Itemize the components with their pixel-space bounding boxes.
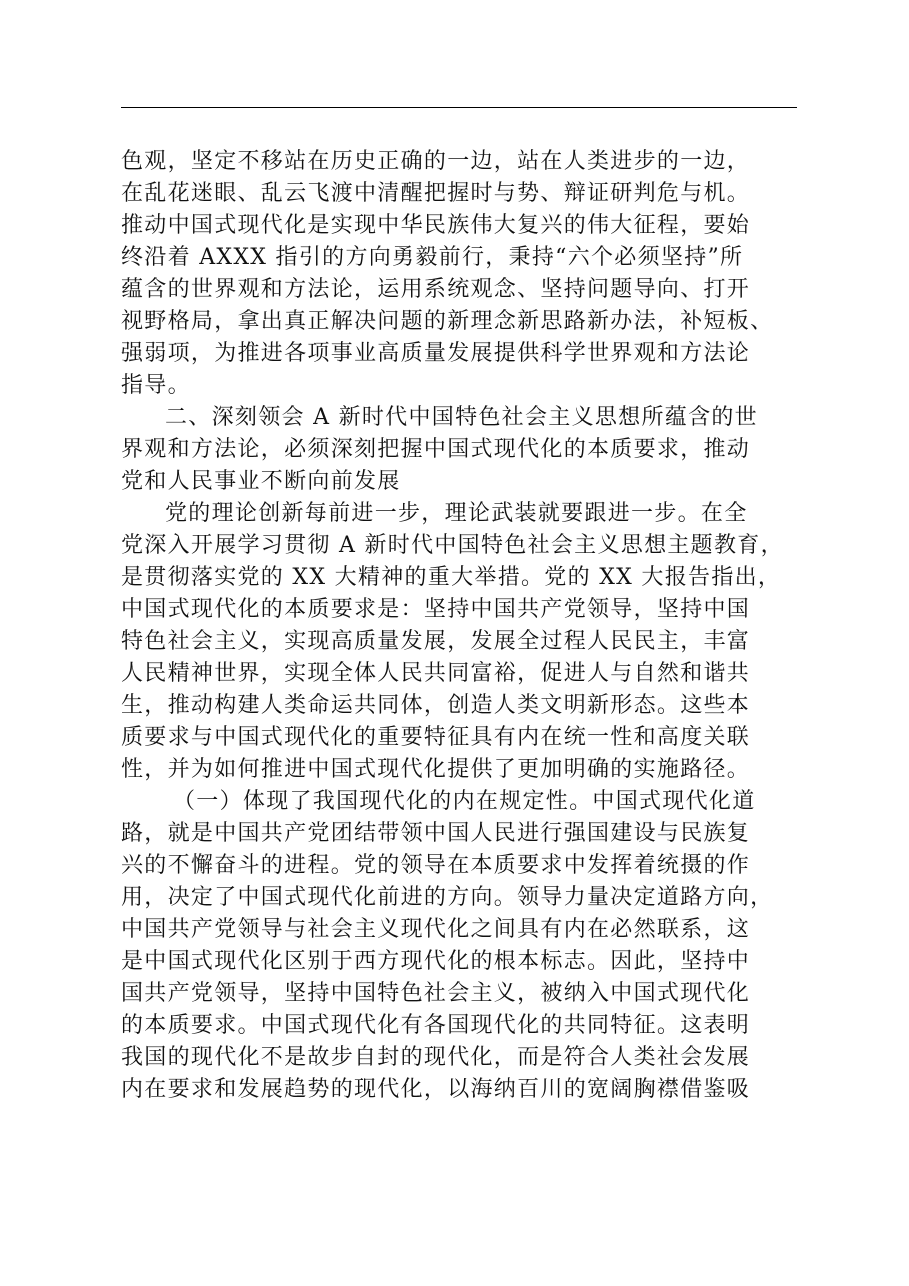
text-line: 路，就是中国共产党团结带领中国人民进行强国建设与民族复	[121, 821, 751, 846]
section-heading-line: 党和人民事业不断向前发展	[121, 469, 401, 494]
text-line: 人民精神世界，实现全体人民共同富裕，促进人与自然和谐共	[121, 661, 751, 686]
subsection-line: （一）体现了我国现代化的内在规定性。中国式现代化道	[173, 789, 756, 814]
text-line: 指导。	[121, 373, 191, 398]
body-text	[121, 146, 811, 1106]
section-heading-line: 界观和方法论，必须深刻把握中国式现代化的本质要求，推动	[121, 437, 751, 462]
text-line: 兴的不懈奋斗的进程。党的领导在本质要求中发挥着统摄的作	[121, 853, 751, 878]
text-line: 内在要求和发展趋势的现代化，以海纳百川的宽阔胸襟借鉴吸	[121, 1077, 751, 1102]
text-line: 色观，坚定不移站在历史正确的一边，站在人类进步的一边，	[121, 149, 751, 174]
text-line: 蕴含的世界观和方法论，运用系统观念、坚持问题导向、打开	[121, 277, 751, 302]
header-rule	[121, 107, 797, 108]
text-line: 终沿着 AXXX 指引的方向勇毅前行，秉持“六个必须坚持”所	[121, 245, 744, 270]
text-line: 国共产党领导，坚持中国特色社会主义，被纳入中国式现代化	[121, 981, 751, 1006]
text-line: 我国的现代化不是故步自封的现代化，而是符合人类社会发展	[121, 1045, 751, 1070]
text-line: 质要求与中国式现代化的重要特征具有内在统一性和高度关联	[121, 725, 751, 750]
text-line: 党的理论创新每前进一步，理论武装就要跟进一步。在全	[165, 501, 748, 526]
text-line: 中国式现代化的本质要求是：坚持中国共产党领导，坚持中国	[121, 597, 751, 622]
text-line: 党深入开展学习贯彻 A 新时代中国特色社会主义思想主题教育，	[121, 533, 784, 558]
text-line: 生，推动构建人类命运共同体，创造人类文明新形态。这些本	[121, 693, 751, 718]
text-line: 中国共产党领导与社会主义现代化之间具有内在必然联系，这	[121, 917, 751, 942]
text-line: 在乱花迷眼、乱云飞渡中清醒把握时与势、辩证研判危与机。	[121, 181, 751, 206]
text-line: 特色社会主义，实现高质量发展，发展全过程人民民主，丰富	[121, 629, 751, 654]
section-heading-line: 二、深刻领会 A 新时代中国特色社会主义思想所蕴含的世	[165, 405, 758, 430]
text-line: 视野格局，拿出真正解决问题的新理念新思路新办法，补短板、	[121, 309, 774, 334]
text-line: 推动中国式现代化是实现中华民族伟大复兴的伟大征程，要始	[121, 213, 751, 238]
text-line: 强弱项，为推进各项事业高质量发展提供科学世界观和方法论	[121, 341, 751, 366]
text-line: 是贯彻落实党的 XX 大精神的重大举措。党的 XX 大报告指出，	[121, 565, 782, 590]
text-line: 是中国式现代化区别于西方现代化的根本标志。因此，坚持中	[121, 949, 751, 974]
text-line: 性，并为如何推进中国式现代化提供了更加明确的实施路径。	[121, 757, 751, 782]
text-line: 用，决定了中国式现代化前进的方向。领导力量决定道路方向，	[121, 885, 774, 910]
text-line: 的本质要求。中国式现代化有各国现代化的共同特征。这表明	[121, 1013, 751, 1038]
